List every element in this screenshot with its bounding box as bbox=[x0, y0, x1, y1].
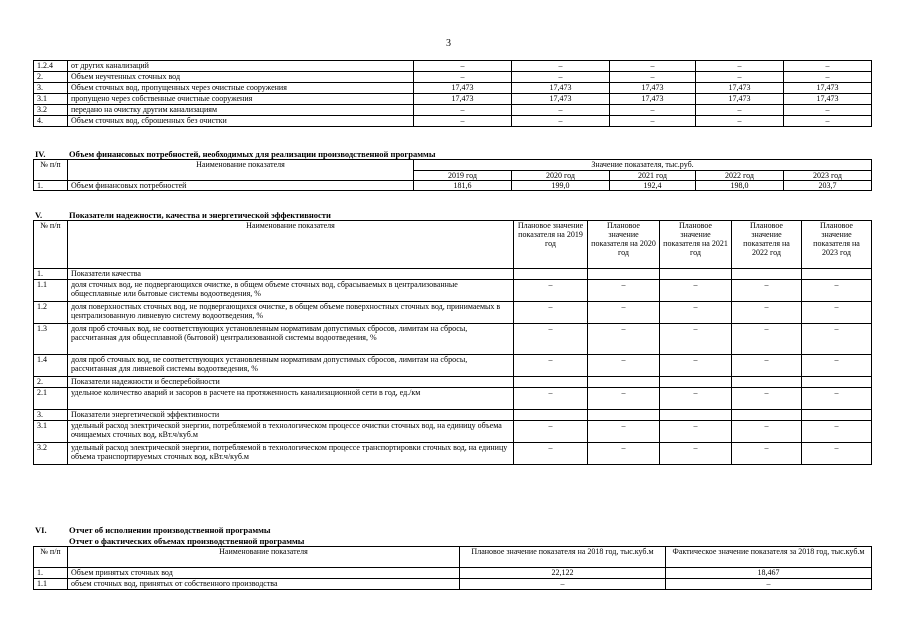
value-cell: – bbox=[512, 105, 610, 116]
year-header: 2020 год bbox=[512, 171, 610, 181]
row-name: от других канализаций bbox=[68, 61, 414, 72]
value-cell: – bbox=[784, 72, 872, 83]
empty-cell bbox=[802, 377, 872, 388]
row-number: 3.2 bbox=[34, 443, 68, 465]
value-cell: – bbox=[660, 324, 732, 355]
value-cell: – bbox=[512, 61, 610, 72]
value-cell: – bbox=[784, 61, 872, 72]
row-number: 1.1 bbox=[34, 280, 68, 302]
value-cell: – bbox=[696, 105, 784, 116]
section-number: VI. bbox=[35, 525, 47, 535]
row-name: удельное количество аварий и засоров в расчете на протяженность канализационной сети в год, ед./км bbox=[68, 388, 514, 410]
section-title: Объем финансовых потребностей, необходимых для реализации производственной программы bbox=[69, 149, 436, 159]
value-cell: 17,473 bbox=[696, 94, 784, 105]
section-5-heading bbox=[35, 210, 331, 220]
table-row bbox=[34, 61, 872, 72]
planned-value-header: Плановое значение показателя на 2021 год bbox=[660, 221, 732, 269]
value-cell: 17,473 bbox=[696, 83, 784, 94]
row-number: 2. bbox=[34, 72, 68, 83]
table-row bbox=[34, 388, 872, 410]
value-cell: – bbox=[588, 421, 660, 443]
table-row bbox=[34, 280, 872, 302]
empty-cell bbox=[588, 410, 660, 421]
header-num: № п/п bbox=[34, 547, 68, 568]
value-cell: – bbox=[660, 388, 732, 410]
row-name: объем сточных вод, принятых от собственного производства bbox=[68, 579, 460, 590]
empty-cell bbox=[514, 269, 588, 280]
plan-value: 22,122 bbox=[460, 568, 666, 579]
table-row bbox=[34, 83, 872, 94]
table-row bbox=[34, 443, 872, 465]
row-number: 3.2 bbox=[34, 105, 68, 116]
value-cell: – bbox=[414, 105, 512, 116]
value-cell: – bbox=[732, 324, 802, 355]
value-cell: 181,6 bbox=[414, 181, 512, 191]
value-cell: – bbox=[588, 324, 660, 355]
empty-cell bbox=[588, 269, 660, 280]
value-cell: – bbox=[514, 388, 588, 410]
empty-cell bbox=[660, 410, 732, 421]
row-number: 1.3 bbox=[34, 324, 68, 355]
value-cell: – bbox=[512, 72, 610, 83]
row-number: 1. bbox=[34, 269, 68, 280]
row-name: доля поверхностных сточных вод, не подвергающихся очистке, в общем объеме поверхностных сточных вод, принимаемых в централизованную ливневую систему водоотведения, % bbox=[68, 302, 514, 324]
value-cell: 17,473 bbox=[610, 94, 696, 105]
row-name: передано на очистку другим канализациям bbox=[68, 105, 414, 116]
section-title: Отчет об исполнении производственной программы bbox=[69, 525, 271, 535]
value-cell: – bbox=[802, 388, 872, 410]
group-row bbox=[34, 410, 872, 421]
value-cell: 17,473 bbox=[784, 83, 872, 94]
value-cell: 203,7 bbox=[784, 181, 872, 191]
section-4-heading bbox=[35, 149, 435, 159]
value-cell: – bbox=[660, 280, 732, 302]
table-row bbox=[34, 181, 872, 191]
row-name: доля проб сточных вод, не соответствующих установленным нормативам допустимых сбросов, лимитам на сбросы, рассчитанная для ливневой системы водоотведения, % bbox=[68, 355, 514, 377]
row-number: 3. bbox=[34, 83, 68, 94]
empty-cell bbox=[660, 377, 732, 388]
table-row bbox=[34, 105, 872, 116]
value-cell: – bbox=[696, 72, 784, 83]
value-cell: – bbox=[660, 302, 732, 324]
header-num: № п/п bbox=[34, 221, 68, 269]
row-name: Объем принятых сточных вод bbox=[68, 568, 460, 579]
value-cell: – bbox=[414, 61, 512, 72]
header-name: Наименование показателя bbox=[68, 160, 414, 181]
section-number: IV. bbox=[35, 149, 46, 159]
year-header: 2022 год bbox=[696, 171, 784, 181]
wastewater-volume-table bbox=[33, 60, 872, 127]
header-plan: Плановое значение показателя на 2018 год, тыс.куб.м bbox=[460, 547, 666, 568]
row-name: доля проб сточных вод, не соответствующих установленным нормативам допустимых сбросов, лимитам на сбросы, рассчитанная для общесплавной (бытовой) централизованной системы водоотведения, % bbox=[68, 324, 514, 355]
value-cell: – bbox=[588, 302, 660, 324]
row-number: 1. bbox=[34, 568, 68, 579]
planned-value-header: Плановое значение показателя на 2023 год bbox=[802, 221, 872, 269]
value-cell: – bbox=[610, 61, 696, 72]
empty-cell bbox=[514, 377, 588, 388]
year-header: 2019 год bbox=[414, 171, 512, 181]
value-cell: – bbox=[732, 302, 802, 324]
row-name: Объем сточных вод, сброшенных без очистки bbox=[68, 116, 414, 127]
row-name: удельный расход электрической энергии, потребляемой в технологическом процессе очистки сточных вод, на единицу объема очищаемых сточных вод, кВт.ч/куб.м bbox=[68, 421, 514, 443]
value-cell: – bbox=[514, 421, 588, 443]
empty-cell bbox=[802, 269, 872, 280]
table-row bbox=[34, 116, 872, 127]
table-row bbox=[34, 302, 872, 324]
value-cell: – bbox=[514, 355, 588, 377]
page-number: 3 bbox=[446, 38, 451, 49]
value-cell: – bbox=[514, 443, 588, 465]
value-cell: – bbox=[802, 302, 872, 324]
row-name: пропущено через собственные очистные сооружения bbox=[68, 94, 414, 105]
row-number: 3.1 bbox=[34, 94, 68, 105]
value-cell: – bbox=[696, 61, 784, 72]
value-cell: – bbox=[802, 324, 872, 355]
header-name: Наименование показателя bbox=[68, 547, 460, 568]
row-name: Объем финансовых потребностей bbox=[68, 181, 414, 191]
value-cell: – bbox=[588, 355, 660, 377]
planned-value-header: Плановое значение показателя на 2019 год bbox=[514, 221, 588, 269]
row-number: 3. bbox=[34, 410, 68, 421]
value-cell: – bbox=[660, 421, 732, 443]
row-name: доля сточных вод, не подвергающихся очистке, в общем объеме сточных вод, сбрасываемых в централизованные общесплавные или бытовые системы водоотведения, % bbox=[68, 280, 514, 302]
value-cell: – bbox=[732, 421, 802, 443]
section-number: V. bbox=[35, 210, 43, 220]
planned-value-header: Плановое значение показателя на 2020 год bbox=[588, 221, 660, 269]
reliability-indicators-table bbox=[33, 220, 872, 465]
row-number: 1. bbox=[34, 181, 68, 191]
value-cell: – bbox=[610, 116, 696, 127]
year-header: 2021 год bbox=[610, 171, 696, 181]
value-cell: – bbox=[588, 443, 660, 465]
header-num: № п/п bbox=[34, 160, 68, 181]
year-header: 2023 год bbox=[784, 171, 872, 181]
row-number: 1.2.4 bbox=[34, 61, 68, 72]
header-name: Наименование показателя bbox=[68, 221, 514, 269]
group-name: Показатели надежности и бесперебойности bbox=[68, 377, 514, 388]
row-number: 2. bbox=[34, 377, 68, 388]
row-number: 2.1 bbox=[34, 388, 68, 410]
value-cell: – bbox=[588, 280, 660, 302]
empty-cell bbox=[732, 377, 802, 388]
value-cell: – bbox=[732, 355, 802, 377]
row-name: Объем неучтенных сточных вод bbox=[68, 72, 414, 83]
value-cell: – bbox=[732, 280, 802, 302]
production-report-table bbox=[33, 546, 872, 590]
value-cell: – bbox=[732, 443, 802, 465]
value-cell: 17,473 bbox=[414, 83, 512, 94]
fact-value: 18,467 bbox=[666, 568, 872, 579]
empty-cell bbox=[660, 269, 732, 280]
group-name: Показатели качества bbox=[68, 269, 514, 280]
section-subtitle: Отчет о фактических объемах производственной программы bbox=[69, 536, 305, 546]
value-cell: – bbox=[802, 355, 872, 377]
value-cell: 17,473 bbox=[512, 83, 610, 94]
value-cell: – bbox=[512, 116, 610, 127]
financial-needs-table bbox=[33, 159, 872, 191]
value-cell: – bbox=[414, 72, 512, 83]
header-value: Значение показателя, тыс.руб. bbox=[414, 160, 872, 171]
empty-cell bbox=[732, 410, 802, 421]
row-name: Объем сточных вод, пропущенных через очистные сооружения bbox=[68, 83, 414, 94]
row-number: 3.1 bbox=[34, 421, 68, 443]
plan-value: – bbox=[460, 579, 666, 590]
group-row bbox=[34, 377, 872, 388]
row-number: 1.2 bbox=[34, 302, 68, 324]
empty-cell bbox=[588, 377, 660, 388]
table-row bbox=[34, 355, 872, 377]
value-cell: – bbox=[802, 421, 872, 443]
value-cell: – bbox=[610, 72, 696, 83]
value-cell: 17,473 bbox=[610, 83, 696, 94]
value-cell: – bbox=[660, 443, 732, 465]
value-cell: 198,0 bbox=[696, 181, 784, 191]
value-cell: – bbox=[514, 280, 588, 302]
table-row bbox=[34, 421, 872, 443]
header-fact: Фактическое значение показателя за 2018 год, тыс.куб.м bbox=[666, 547, 872, 568]
planned-value-header: Плановое значение показателя на 2022 год bbox=[732, 221, 802, 269]
value-cell: – bbox=[784, 105, 872, 116]
value-cell: 17,473 bbox=[784, 94, 872, 105]
row-number: 4. bbox=[34, 116, 68, 127]
value-cell: – bbox=[732, 388, 802, 410]
table-row bbox=[34, 94, 872, 105]
value-cell: – bbox=[784, 116, 872, 127]
value-cell: – bbox=[660, 355, 732, 377]
value-cell: 192,4 bbox=[610, 181, 696, 191]
section-6-heading bbox=[35, 525, 271, 535]
value-cell: – bbox=[514, 324, 588, 355]
value-cell: – bbox=[414, 116, 512, 127]
value-cell: 17,473 bbox=[414, 94, 512, 105]
fact-value: – bbox=[666, 579, 872, 590]
value-cell: – bbox=[696, 116, 784, 127]
table-row bbox=[34, 579, 872, 590]
row-name: удельный расход электрической энергии, потребляемой в технологическом процессе транспортировки сточных вод, на единицу объема транспортируемых сточных вод, кВт.ч/куб.м bbox=[68, 443, 514, 465]
value-cell: – bbox=[802, 443, 872, 465]
value-cell: – bbox=[514, 302, 588, 324]
value-cell: 199,0 bbox=[512, 181, 610, 191]
empty-cell bbox=[732, 269, 802, 280]
row-number: 1.1 bbox=[34, 579, 68, 590]
value-cell: – bbox=[610, 105, 696, 116]
value-cell: – bbox=[802, 280, 872, 302]
section-title: Показатели надежности, качества и энергетической эффективности bbox=[69, 210, 331, 220]
table-row bbox=[34, 324, 872, 355]
value-cell: – bbox=[588, 388, 660, 410]
empty-cell bbox=[514, 410, 588, 421]
group-row bbox=[34, 269, 872, 280]
table-row bbox=[34, 568, 872, 579]
table-row bbox=[34, 72, 872, 83]
section-6-subheading bbox=[69, 536, 304, 546]
value-cell: 17,473 bbox=[512, 94, 610, 105]
empty-cell bbox=[802, 410, 872, 421]
group-name: Показатели энергетической эффективности bbox=[68, 410, 514, 421]
row-number: 1.4 bbox=[34, 355, 68, 377]
